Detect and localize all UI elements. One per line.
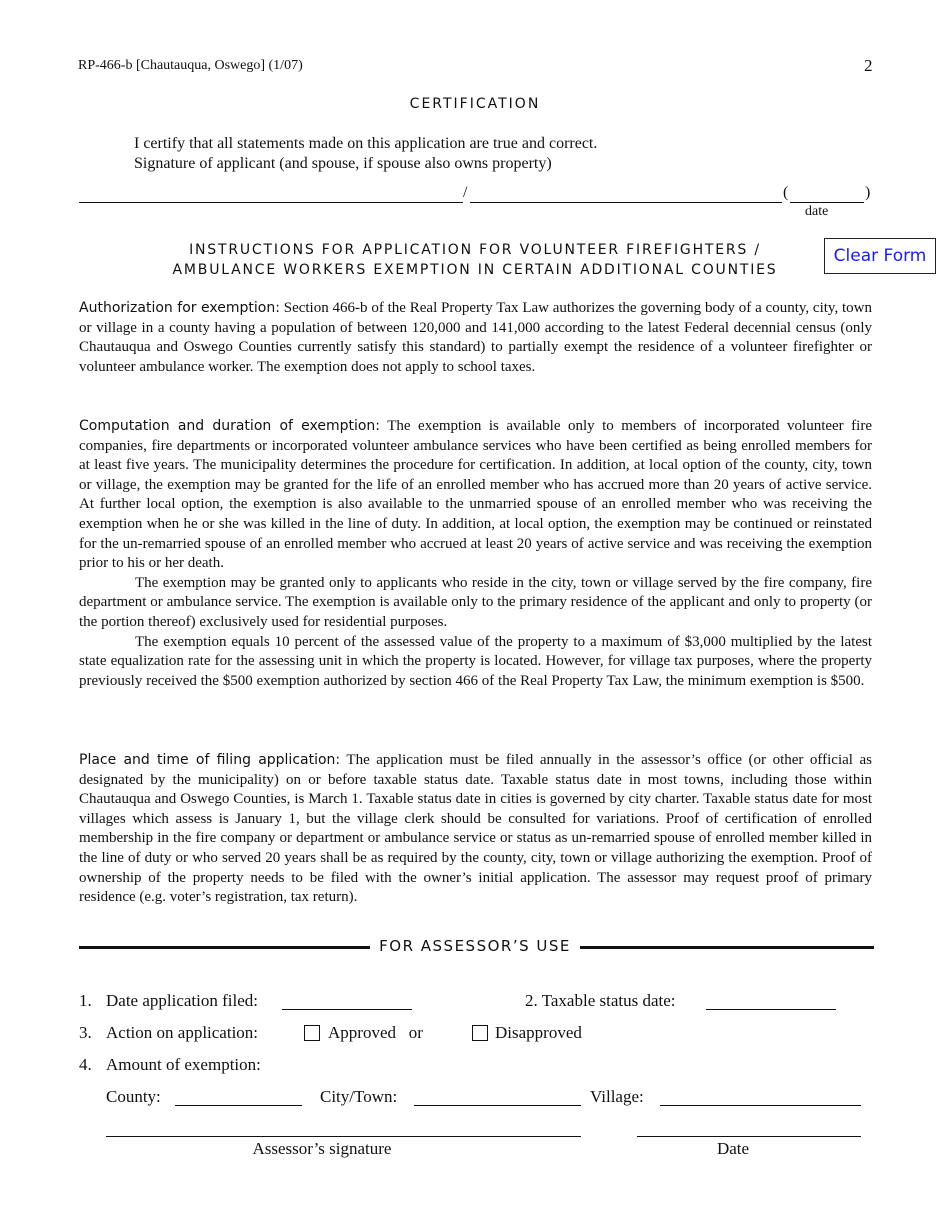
- date-close-paren: ): [865, 184, 871, 201]
- page-number: 2: [864, 56, 873, 75]
- assessor-section-heading: FOR ASSESSOR’S USE: [370, 937, 580, 955]
- approved-label: Approved or: [328, 1023, 423, 1042]
- item-3-number: 3.: [79, 1023, 92, 1042]
- instructions-heading: [140, 240, 810, 280]
- item-1-number: 1.: [79, 991, 92, 1010]
- clear-form-button[interactable]: Clear Form: [824, 238, 936, 274]
- approved-checkbox[interactable]: [304, 1025, 320, 1041]
- certification-line-2: Signature of applicant (and spouse, if spouse also owns property): [134, 155, 552, 172]
- signature-separator: /: [463, 184, 468, 201]
- instructions-heading-line-1: INSTRUCTIONS FOR APPLICATION FOR VOLUNTEER FIREFIGHTERS /: [189, 242, 761, 258]
- spouse-signature-line[interactable]: [470, 202, 782, 203]
- action-label: Action on application:: [106, 1023, 259, 1042]
- authorization-text: Section 466-b of the Real Property Tax Law authorizes the governing body of a county, city, town or village in a county having a population of between 120,000 and 141,000 according to the latest Federal decennial census (only Chautauqua and Oswego Counties currently satisfy this standard) to partially exempt the residence of a volunteer firefighter or volunteer ambulance worker. The exemption does not apply to school taxes.: [79, 300, 873, 375]
- assessor-signature-caption: Assessor’s signature: [252, 1139, 392, 1158]
- city-town-amount-field[interactable]: [414, 1105, 581, 1106]
- certification-line-1: I certify that all statements made on this application are true and correct.: [134, 135, 598, 152]
- form-id: RP-466-b [Chautauqua, Oswego] (1/07): [78, 58, 303, 73]
- instructions-heading-line-2: AMBULANCE WORKERS EXEMPTION IN CERTAIN ADDITIONAL COUNTIES: [172, 262, 778, 278]
- filing-text: The application must be filed annually in the assessor’s office (or other official as designated by the municipality) on or before taxable status date. Taxable status date in most towns, including those within Chautauqua and Oswego Counties, is March 1. Taxable status date in cities is governed by city charter. Taxable status date for most villages which assess is January 1, but the village clerk should be consulted for variations. Proof of certification of enrolled membership in the fire company or department or ambulance service or status as un-remarried spouse of enrolled member killed in the line of duty or who served 20 years shall be as required by the county, city, town or village authorizing the exemption. Proof of ownership of the property needs to be filed with the owner’s initial application. The assessor may request proof of primary residence (e.g. voter’s registration, tax return).: [79, 752, 872, 906]
- assessor-date-caption: Date: [716, 1139, 750, 1158]
- certification-heading: CERTIFICATION: [409, 96, 541, 112]
- computation-text-2: The exemption may be granted only to applicants who reside in the city, town or village served by the fire company, fire department or ambulance service. The exemption is available only to the primary residence of the applicant and only to property (or the portion thereof) exclusively used for residential purposes.: [79, 574, 872, 630]
- amount-label: Amount of exemption:: [106, 1055, 261, 1074]
- authorization-paragraph: [79, 299, 872, 377]
- computation-lead: Computation and duration of exemption:: [79, 418, 381, 434]
- filing-paragraph: [79, 751, 872, 908]
- assessor-date-field[interactable]: [637, 1136, 861, 1137]
- county-label: County:: [106, 1087, 161, 1106]
- computation-text: The exemption is available only to members of incorporated volunteer fire companies, fire departments or incorporated volunteer ambulance services who have been certified as being enrolled members for at least five years. The municipality determines the procedure for certification. In addition, at local option of the county, city, town or village, the exemption may be granted for the life of an enrolled member who has accrued more than 20 years of active service. At further local option, the exemption is also available to the unmarried spouse of an enrolled member who was receiving the exemption when he or she was killed in the line of duty. In addition, at local option, the exemption may be continued or reinstated for the un-remarried spouse of an enrolled member who accrued at least 20 years of active service and was receiving the exemption prior to his or her death.: [79, 418, 872, 572]
- disapproved-checkbox[interactable]: [472, 1025, 488, 1041]
- computation-paragraph: [79, 417, 872, 691]
- date-filed-field[interactable]: [282, 1009, 412, 1010]
- date-filed-label: Date application filed:: [106, 991, 258, 1010]
- village-amount-field[interactable]: [660, 1105, 861, 1106]
- computation-text-3: The exemption equals 10 percent of the assessed value of the property to a maximum of $3,000 multiplied by the latest state equalization rate for the assessing unit in which the property is located. However, for village tax purposes, where the property previously received the $500 exemption authorized by section 466 of the Real Property Tax Law, the minimum exemption is $500.: [79, 633, 872, 689]
- assessor-signature-field[interactable]: [106, 1136, 581, 1137]
- disapproved-label: Disapproved: [495, 1023, 582, 1042]
- village-label: Village:: [590, 1087, 644, 1106]
- item-4-number: 4.: [79, 1055, 92, 1074]
- authorization-lead: Authorization for exemption:: [79, 300, 280, 316]
- taxable-status-date-field[interactable]: [706, 1009, 836, 1010]
- county-amount-field[interactable]: [175, 1105, 302, 1106]
- signature-date-label: date: [805, 204, 829, 219]
- applicant-signature-line[interactable]: [79, 202, 463, 203]
- city-town-label: City/Town:: [320, 1087, 398, 1106]
- certification-statement: [134, 134, 597, 174]
- taxable-status-date-label: 2. Taxable status date:: [525, 991, 676, 1010]
- date-open-paren: (: [783, 184, 789, 201]
- filing-lead: Place and time of filing application:: [79, 752, 341, 768]
- signature-date-line[interactable]: [790, 202, 864, 203]
